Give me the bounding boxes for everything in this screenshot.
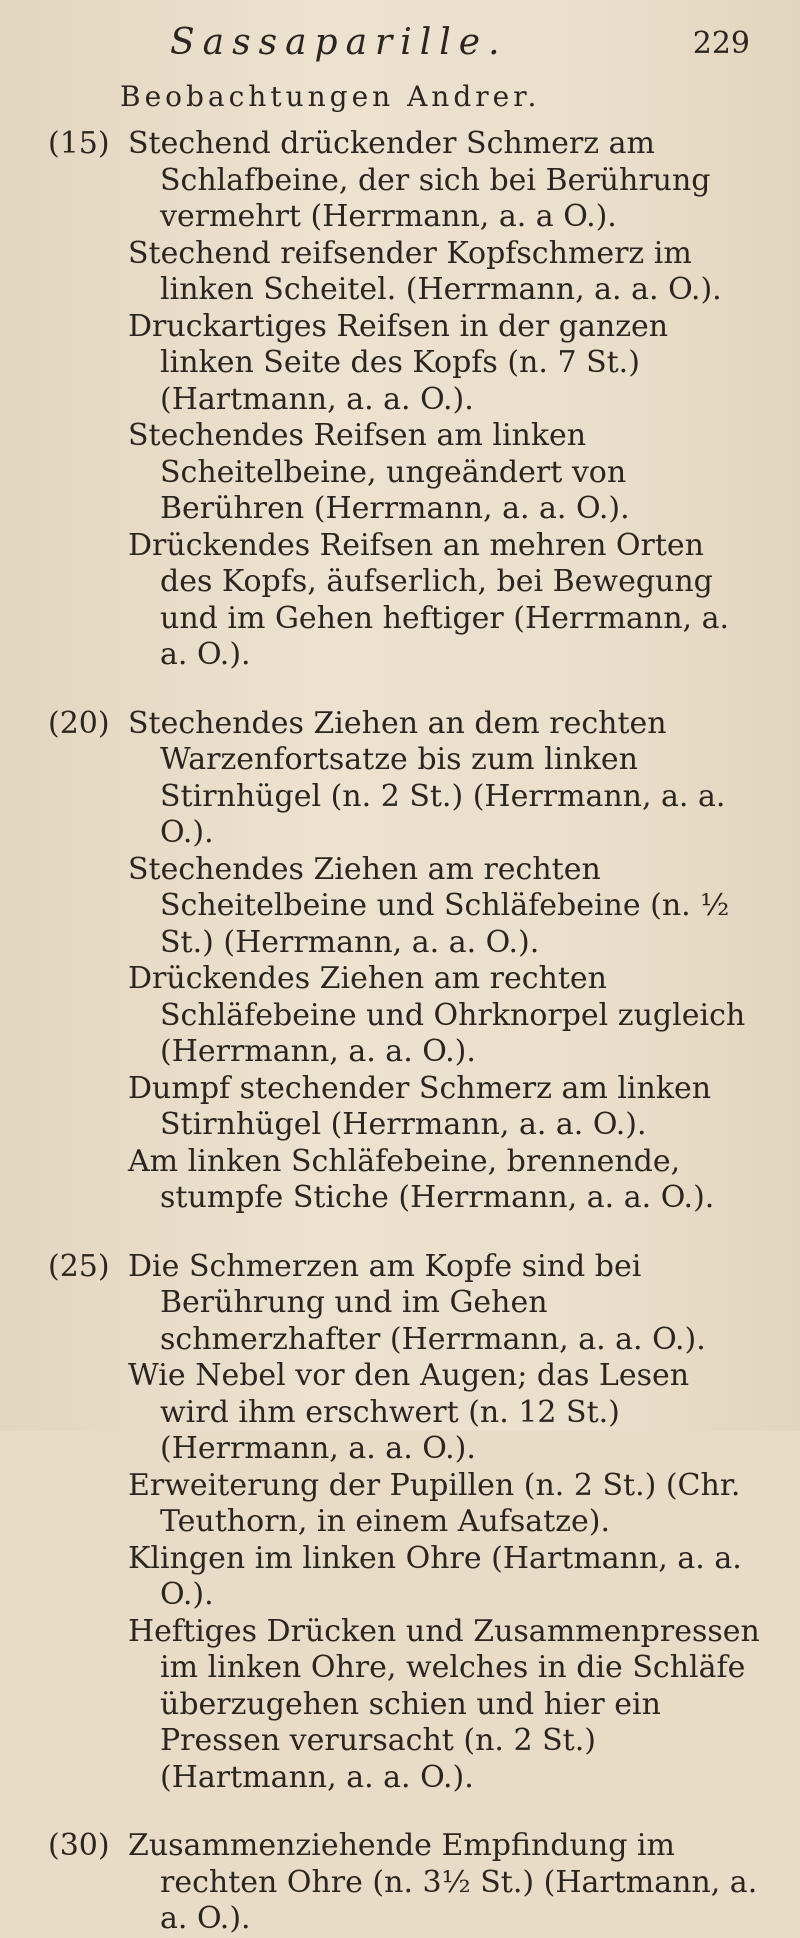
symptom-entry: Klingen im linken Ohre (Hartmann, a. a. O.). bbox=[128, 1540, 742, 1612]
running-head-title: Sassaparille. bbox=[170, 22, 508, 63]
symptom-entry: Dumpf stechender Schmerz am linken Stirnhügel (Herrmann, a. a. O.). bbox=[128, 1070, 712, 1142]
symptom-entry: Stechendes Ziehen an dem rechten Warzenfortsatze bis zum linken Stirnhügel (n. 2 St.) (Herrmann, a. a. O.). bbox=[128, 705, 726, 850]
symptom-entry: Drückendes Reifsen an mehren Orten des Kopfs, äufserlich, bei Bewegung und im Gehen heftiger (Herrmann, a. a. O.). bbox=[128, 527, 730, 672]
entry-number: (20) bbox=[48, 705, 110, 741]
symptom-entry: Am linken Schläfebeine, brennende, stumpfe Stiche (Herrmann, a. a. O.). bbox=[128, 1143, 715, 1215]
entry-number: (30) bbox=[48, 1828, 110, 1863]
symptom-entry: Heftiges Drücken und Zusammenpressen im linken Ohre, welches in die Schläfe überzugehen schien und hier ein Pressen verursacht (n. 2 St.) (Hartmann, a. a. O.). bbox=[128, 1613, 760, 1795]
symptom-entry: Druckartiges Reifsen in der ganzen linken Seite des Kopfs (n. 7 St.) (Hartmann, a. a. O.). bbox=[128, 308, 669, 417]
running-head bbox=[110, 22, 750, 72]
paragraph-30 bbox=[48, 1828, 760, 1938]
paragraph-25 bbox=[48, 1249, 760, 1797]
entry-number: (15) bbox=[48, 126, 110, 161]
paragraph-15 bbox=[48, 126, 760, 674]
paragraph-20 bbox=[48, 706, 760, 1217]
symptom-entry: Drückendes Ziehen am rechten Schläfebeine und Ohrknorpel zugleich (Herrmann, a. a. O.). bbox=[128, 961, 746, 1069]
section-title: Beobachtungen Andrer. bbox=[120, 80, 541, 113]
symptom-entry: Die Schmerzen am Kopfe sind bei Berührung und im Gehen schmerzhafter (Herrmann, a. a. O.). bbox=[128, 1248, 706, 1357]
symptom-entry: Erweiterung der Pupillen (n. 2 St.) (Chr. Teuthorn, in einem Aufsatze). bbox=[128, 1467, 741, 1539]
page-number: 229 bbox=[692, 26, 750, 61]
entry-number: (25) bbox=[48, 1248, 110, 1284]
page-body bbox=[48, 126, 760, 1938]
symptom-entry: Wie Nebel vor den Augen; das Lesen wird ihm erschwert (n. 12 St.) (Herrmann, a. a. O.). bbox=[128, 1358, 690, 1466]
symptom-entry: Stechendes Ziehen am rechten Scheitelbeine und Schläfebeine (n. ½ St.) (Herrmann, a. a. O.). bbox=[128, 851, 730, 960]
symptom-entry: Stechend drückender Schmerz am Schlafbeine, der sich bei Berührung vermehrt (Herrmann, a. a O.). bbox=[128, 126, 711, 234]
symptom-entry: Stechend reifsender Kopfschmerz im linken Scheitel. (Herrmann, a. a. O.). bbox=[128, 235, 722, 307]
symptom-entry: Stechendes Reifsen am linken Scheitelbeine, ungeändert von Berühren (Herrmann, a. a. O.). bbox=[128, 418, 630, 526]
symptom-entry: Zusammenziehende Empfindung im rechten Ohre (n. 3½ St.) (Hartmann, a. a. O.). bbox=[128, 1828, 758, 1936]
